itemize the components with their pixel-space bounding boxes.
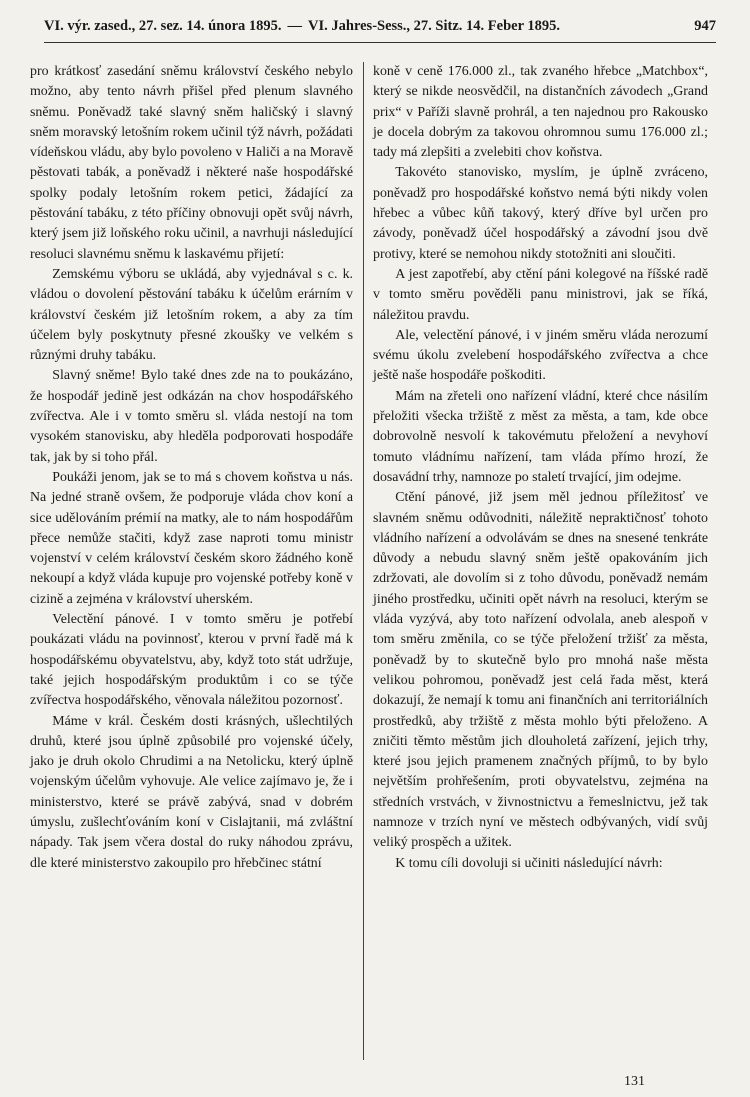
paragraph: pro krátkosť zasedání sněmu království českého nebylo možno, aby tento návrh přišel před plenum slavného sněmu. Poněvadž také slavný sněm haličský i slavný sněm moravský letošním rokem učinil týž návrh, požádati vídeňskou vládu, aby bylo povoleno v Haliči a na Moravě pěstovati tabák, a poněvadž i některé naše hospodářské spolky podaly letošním rokem petici, žádající za pěstování tabáku, z této příčiny obnovuji opět svůj návrh, který jsem již loňského roku učinil, a navrhuji následující resoluci slavnému sněmu k laskavému přijetí: xyxy=(30,64,353,262)
header-rule xyxy=(44,42,716,43)
paragraph: Velectění pánové. I v tomto směru je potřebí poukázati vládu na povinnosť, kterou v první řadě má k hospodářskému obyvatelstvu, aby, když toto stát udržuje, také jejich hospodářským produktům i co se týče zvířectva hospodářského, věnovala náležitou pozornosť. xyxy=(30,612,353,709)
paragraph: Takovéto stanovisko, myslím, je úplně zvráceno, poněvadž pro hospodářské koňstvo nemá býti nikdy volen hřebec a vůbec kůň takový, který dříve byl určen pro závody, poněvadž účel hospodářský a závodní jsou dvě protivy, které se nemohou nikdy stotožniti ani sloučiti. xyxy=(373,165,708,262)
left-column xyxy=(30,62,353,874)
paragraph: Ale, velectění pánové, i v jiném směru vláda nerozumí svému úkolu zvelebení hospodářského zvířectva a chce ještě naše hospodáře poškoditi. xyxy=(373,327,708,384)
running-header xyxy=(44,18,716,35)
paragraph: Slavný sněme! Bylo také dnes zde na to poukázáno, že hospodář jedině jest odkázán na chov hospodářského zvířectva. Ale i v tomto směru sl. vláda nestojí na tom vysokém stanovisku, aby hleděla podporovati hospodáře tak, jak by si toho přál. xyxy=(30,368,353,465)
page-footer-number: 131 xyxy=(624,1074,645,1089)
paragraph: Máme v král. Českém dosti krásných, ušlechtilých druhů, které jsou úplně způsobilé pro vojenské účely, jako je druh okolo Chrudimi a na Netolicku, který úplně vojenským účelům vyhovuje. Ale velice zajímavo je, že i ministerstvo, které se právě zabývá, snad v dobrém úmyslu, zušlechťováním koní v Cislajtanii, má zvláštní nápady. Tak jsem včera dostal do ruky náhodou zprávu, dle které ministerstvo zakoupilo pro hřebčinec státní xyxy=(30,713,353,871)
header-page-number: 947 xyxy=(694,18,716,34)
paragraph: koně v ceně 176.000 zl., tak zvaného hřebce „Matchbox“, který se nikde neosvědčil, na distančních závodech „Grand prix“ v Paříži slavně prohrál, a ten najednou pro Rakousko je docela dobrým za takovou ohromnou sumu 176.000 zl.; tady má zlepšiti a zvelebiti chov koňstva. xyxy=(373,64,708,161)
paragraph: Poukáži jenom, jak se to má s chovem koňstva u nás. Na jedné straně ovšem, že podporuje vláda chov koní a sice udělováním prémií na matky, ale to nám hospodářům přece nemůže stačiti, když zase naproti tomu ministr vojenství v celém království českém skoro žádného koně nekoupí a když vláda kupuje pro vojenské potřeby koně v cizině a zejména v království uherském. xyxy=(30,469,353,607)
column-divider xyxy=(363,62,364,1060)
paragraph: A jest zapotřebí, aby ctění páni kolegové na říšské radě v tomto směru pověděli panu ministrovi, jak se říká, náležitou pravdu. xyxy=(373,266,708,323)
header-separator: — xyxy=(287,18,303,34)
paragraph: Ctění pánové, již jsem měl jednou příležitosť ve slavném sněmu odůvodniti, náležitě nepraktičnosť tohoto vládního nařízení a odvolávám se dnes na snesené tenkráte důvody a nebudu slavný sněm ještě opakováním jich zdržovati, ale dovolím si z toho důvodu, poněvadž nemám jiného prostředku, učiniti opět návrh na resoluci, kterým se vláda vyzývá, aby toto nařízení odvolala, aneb alespoň v tom směru změnila, co se týče přeložení tržišť za města, poněvadž by to skutečně bylo pro mnohá naše města velikou pohromou, poněvadž jest celá řada měst, která dokazují, že nemají k tomu ani finančních ani territoriálních prostředků, aby tržiště z města mohlo býti přeloženo. A zničiti těmto městům jich dlouholetá zařízení, jejich trhy, které jsou jejich pramenem značných příjmů, to by bylo největším prohřešením, proti obyvatelstvu, zejména na středních vrstvách, v živnostnictvu a řemeslnictvu, jež tak namnoze v trzích nyní ve městech odbývaných, vidí svůj veliký prospěch a užitek. xyxy=(373,490,708,851)
paragraph: K tomu cíli dovoluji si učiniti následující návrh: xyxy=(395,855,663,871)
right-column xyxy=(373,62,708,874)
paragraph: Mám na zřeteli ono nařízení vládní, které chce násilím přeložiti všecka tržiště z měst za města, a tam, kde obce dobrovolně nesvolí k takovémutu přeložení a nevyhoví tomuto vládnímu nařízení, tam vláda přímo hrozí, že dosavádní trhy, namnoze po staletí trvající, jim odejme. xyxy=(373,388,708,485)
header-czech: VI. výr. zased., 27. sez. 14. února 1895. xyxy=(44,18,282,34)
paragraph: Zemskému výboru se ukládá, aby vyjednával s c. k. vládou o dovolení pěstování tabáku k účelům erárním v království českém již letošním rokem, a aby za tím účelem byly poskytnuty přesné zkoušky ve velkém s různými druhy tabáku. xyxy=(30,266,353,364)
header-german: VI. Jahres-Sess., 27. Sitz. 14. Feber 1895. xyxy=(308,18,561,34)
